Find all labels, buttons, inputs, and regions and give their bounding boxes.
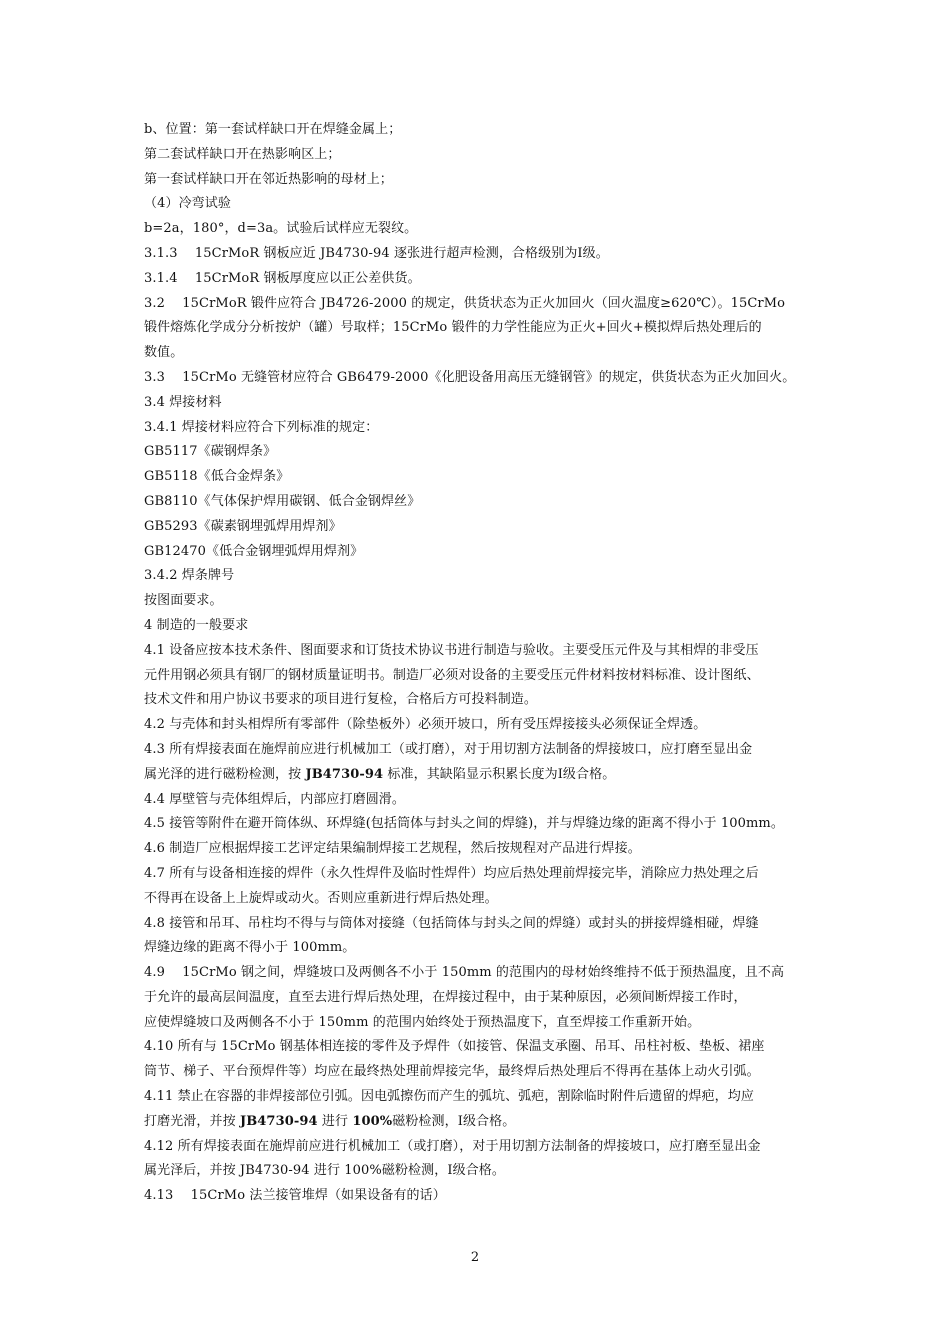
text-segment: 4.9 15CrMo 钢之间，焊缝坡口及两侧各不小于 150mm 的范围内的母材始终维持不低于预热温度，且不高 — [144, 965, 785, 981]
text-line — [144, 887, 809, 912]
text-line — [144, 366, 809, 391]
text-line — [144, 118, 809, 143]
text-segment: 打磨光滑，并按 — [144, 1113, 240, 1129]
text-segment: 3.2 15CrMoR 锻件应符合 JB4726-2000 的规定，供货状态为正火加回火（回火温度≥620℃）。15CrMo — [144, 295, 786, 311]
text-segment: 4.12 所有焊接表面在施焊前应进行机械加工（或打磨），对于用切割方法制备的焊接坡口，应打磨至显出金 — [144, 1138, 761, 1154]
text-segment: 属光泽后，并按 JB4730-94 进行 100%磁粉检测，Ⅰ级合格。 — [144, 1163, 505, 1179]
text-line — [144, 738, 809, 763]
text-segment: 于允许的最高层间温度，直至去进行焊后热处理，在焊接过程中，由于某种原因，必须间断焊接工作时， — [144, 989, 747, 1005]
text-line — [144, 961, 809, 986]
text-segment: 元件用钢必须具有钢厂的钢材质量证明书。制造厂必须对设备的主要受压元件材料按材料标准、设计图纸、 — [144, 667, 760, 683]
text-segment: 4.1 设备应按本技术条件、图面要求和订货技术协议书进行制造与验收。主要受压元件及与其相焊的非受压 — [144, 642, 759, 658]
text-segment: 第一套试样缺口开在邻近热影响的母材上； — [144, 171, 393, 187]
text-segment: 3.3 15CrMo 无缝管材应符合 GB6479-2000《化肥设备用高压无缝钢管》的规定，供货状态为正火加回火。 — [144, 369, 796, 385]
text-segment: 技术文件和用户协议书要求的项目进行复检，合格后方可投料制造。 — [144, 692, 538, 708]
text-segment: b=2a，180°，d=3a。试验后试样应无裂纹。 — [144, 221, 418, 237]
bold-text: 100% — [352, 1113, 393, 1129]
text-line — [144, 713, 809, 738]
text-segment: GB5117《碳钢焊条》 — [144, 444, 277, 460]
text-line — [144, 515, 809, 540]
text-segment: 4 制造的一般要求 — [144, 617, 249, 633]
text-line — [144, 540, 809, 565]
text-line — [144, 1135, 809, 1160]
text-line — [144, 564, 809, 589]
text-line — [144, 341, 809, 366]
text-segment: 应使焊缝坡口及两侧各不小于 150mm 的范围内始终处于预热温度下，直至焊接工作重新开始。 — [144, 1014, 701, 1030]
text-line — [144, 1110, 809, 1135]
text-line — [144, 391, 809, 416]
text-segment: 4.6 制造厂应根据焊接工艺评定结果编制焊接工艺规程，然后按规程对产品进行焊接。 — [144, 841, 641, 857]
text-segment: 不得再在设备上上旋焊或动火。否则应重新进行焊后热处理。 — [144, 890, 498, 906]
text-segment: GB8110《气体保护焊用碳钢、低合金钢焊丝》 — [144, 493, 421, 509]
text-segment: 按图面要求。 — [144, 593, 223, 609]
text-line — [144, 316, 809, 341]
text-segment: 进行 — [317, 1113, 353, 1129]
text-segment: 3.4.1 焊接材料应符合下列标准的规定： — [144, 419, 379, 435]
text-line — [144, 912, 809, 937]
text-segment: 磁粉检测，Ⅰ级合格。 — [392, 1113, 516, 1129]
text-line — [144, 465, 809, 490]
text-segment: GB5118《低合金焊条》 — [144, 469, 290, 485]
text-line — [144, 192, 809, 217]
text-line — [144, 614, 809, 639]
text-segment: 3.1.3 15CrMoR 钢板应近 JB4730-94 逐张进行超声检测，合格级别为Ⅰ级。 — [144, 245, 609, 261]
text-segment: 3.4 焊接材料 — [144, 394, 222, 410]
document-body — [144, 118, 809, 1209]
text-segment: 焊缝边缘的距离不得小于 100mm。 — [144, 940, 356, 956]
text-line — [144, 837, 809, 862]
text-line — [144, 242, 809, 267]
text-segment: GB5293《碳素钢埋弧焊用焊剂》 — [144, 518, 342, 534]
text-line — [144, 1060, 809, 1085]
text-line — [144, 936, 809, 961]
text-segment: 4.10 所有与 15CrMo 钢基体相连接的零件及予焊件（如接管、保温支承圈、吊耳、吊柱衬板、垫板、裙座 — [144, 1039, 765, 1055]
text-line — [144, 416, 809, 441]
text-line — [144, 292, 809, 317]
text-line — [144, 1035, 809, 1060]
text-segment: 4.3 所有焊接表面在施焊前应进行机械加工（或打磨），对于用切割方法制备的焊接坡口，应打磨至显出金 — [144, 741, 753, 757]
text-line — [144, 664, 809, 689]
text-line — [144, 168, 809, 193]
text-segment: 标准，其缺陷显示积累长度为Ⅰ级合格。 — [383, 766, 616, 782]
text-segment: 3.1.4 15CrMoR 钢板厚度应以正公差供货。 — [144, 270, 421, 286]
page-number: 2 — [470, 1250, 480, 1265]
text-line — [144, 589, 809, 614]
text-segment: 4.13 15CrMo 法兰接管堆焊（如果设备有的话） — [144, 1188, 446, 1204]
text-segment: b、位置：第一套试样缺口开在焊缝金属上； — [144, 122, 402, 137]
text-segment: 筒节、梯子、平台预焊件等）均应在最终热处理前焊接完华，最终焊后热处理后不得再在基体上动火引弧。 — [144, 1064, 760, 1080]
bold-text: JB4730-94 — [305, 766, 384, 782]
text-line — [144, 862, 809, 887]
text-segment: 4.2 与壳体和封头相焊所有零部件（除垫板外）必须开坡口，所有受压焊接接头必须保证全焊透。 — [144, 717, 707, 733]
text-line — [144, 986, 809, 1011]
text-segment: （4）冷弯试验 — [144, 196, 231, 212]
text-line — [144, 812, 809, 837]
text-segment: 第二套试样缺口开在热影响区上； — [144, 146, 341, 162]
text-segment: 4.11 禁止在容器的非焊接部位引弧。因电弧擦伤而产生的弧坑、弧疤，割除临时附件后遗留的焊疤，均应 — [144, 1089, 754, 1105]
text-line — [144, 143, 809, 168]
text-line — [144, 1011, 809, 1036]
text-line — [144, 788, 809, 813]
text-segment: GB12470《低合金钢埋弧焊用焊剂》 — [144, 543, 364, 559]
text-segment: 3.4.2 焊条牌号 — [144, 568, 235, 584]
text-line — [144, 1159, 809, 1184]
text-segment: 锻件熔炼化学成分分析按炉（罐）号取样；15CrMo 锻件的力学性能应为正火+回火+模拟焊后热处理后的 — [144, 320, 762, 336]
text-line — [144, 267, 809, 292]
text-segment: 数值。 — [144, 345, 184, 361]
text-segment: 4.5 接管等附件在避开筒体纵、环焊缝(包括筒体与封头之间的焊缝)，并与焊缝边缘的距离不得小于 100mm。 — [144, 816, 784, 832]
text-line — [144, 1085, 809, 1110]
text-line — [144, 639, 809, 664]
text-segment: 4.4 厚壁管与壳体组焊后，内部应打磨圆滑。 — [144, 791, 406, 807]
bold-text: JB4730-94 — [239, 1113, 318, 1129]
text-line — [144, 688, 809, 713]
text-line — [144, 440, 809, 465]
text-segment: 4.7 所有与设备相连接的焊件（永久性焊件及临时性焊件）均应后热处理前焊接完毕，消除应力热处理之后 — [144, 865, 759, 881]
text-segment: 属光泽的进行磁粉检测，按 — [144, 766, 306, 782]
text-line — [144, 217, 809, 242]
text-line — [144, 763, 809, 788]
text-line — [144, 1184, 809, 1209]
text-segment: 4.8 接管和吊耳、吊柱均不得与与筒体对接缝（包括筒体与封头之间的焊缝）或封头的拼接焊缝相碰，焊缝 — [144, 915, 759, 931]
text-line — [144, 490, 809, 515]
